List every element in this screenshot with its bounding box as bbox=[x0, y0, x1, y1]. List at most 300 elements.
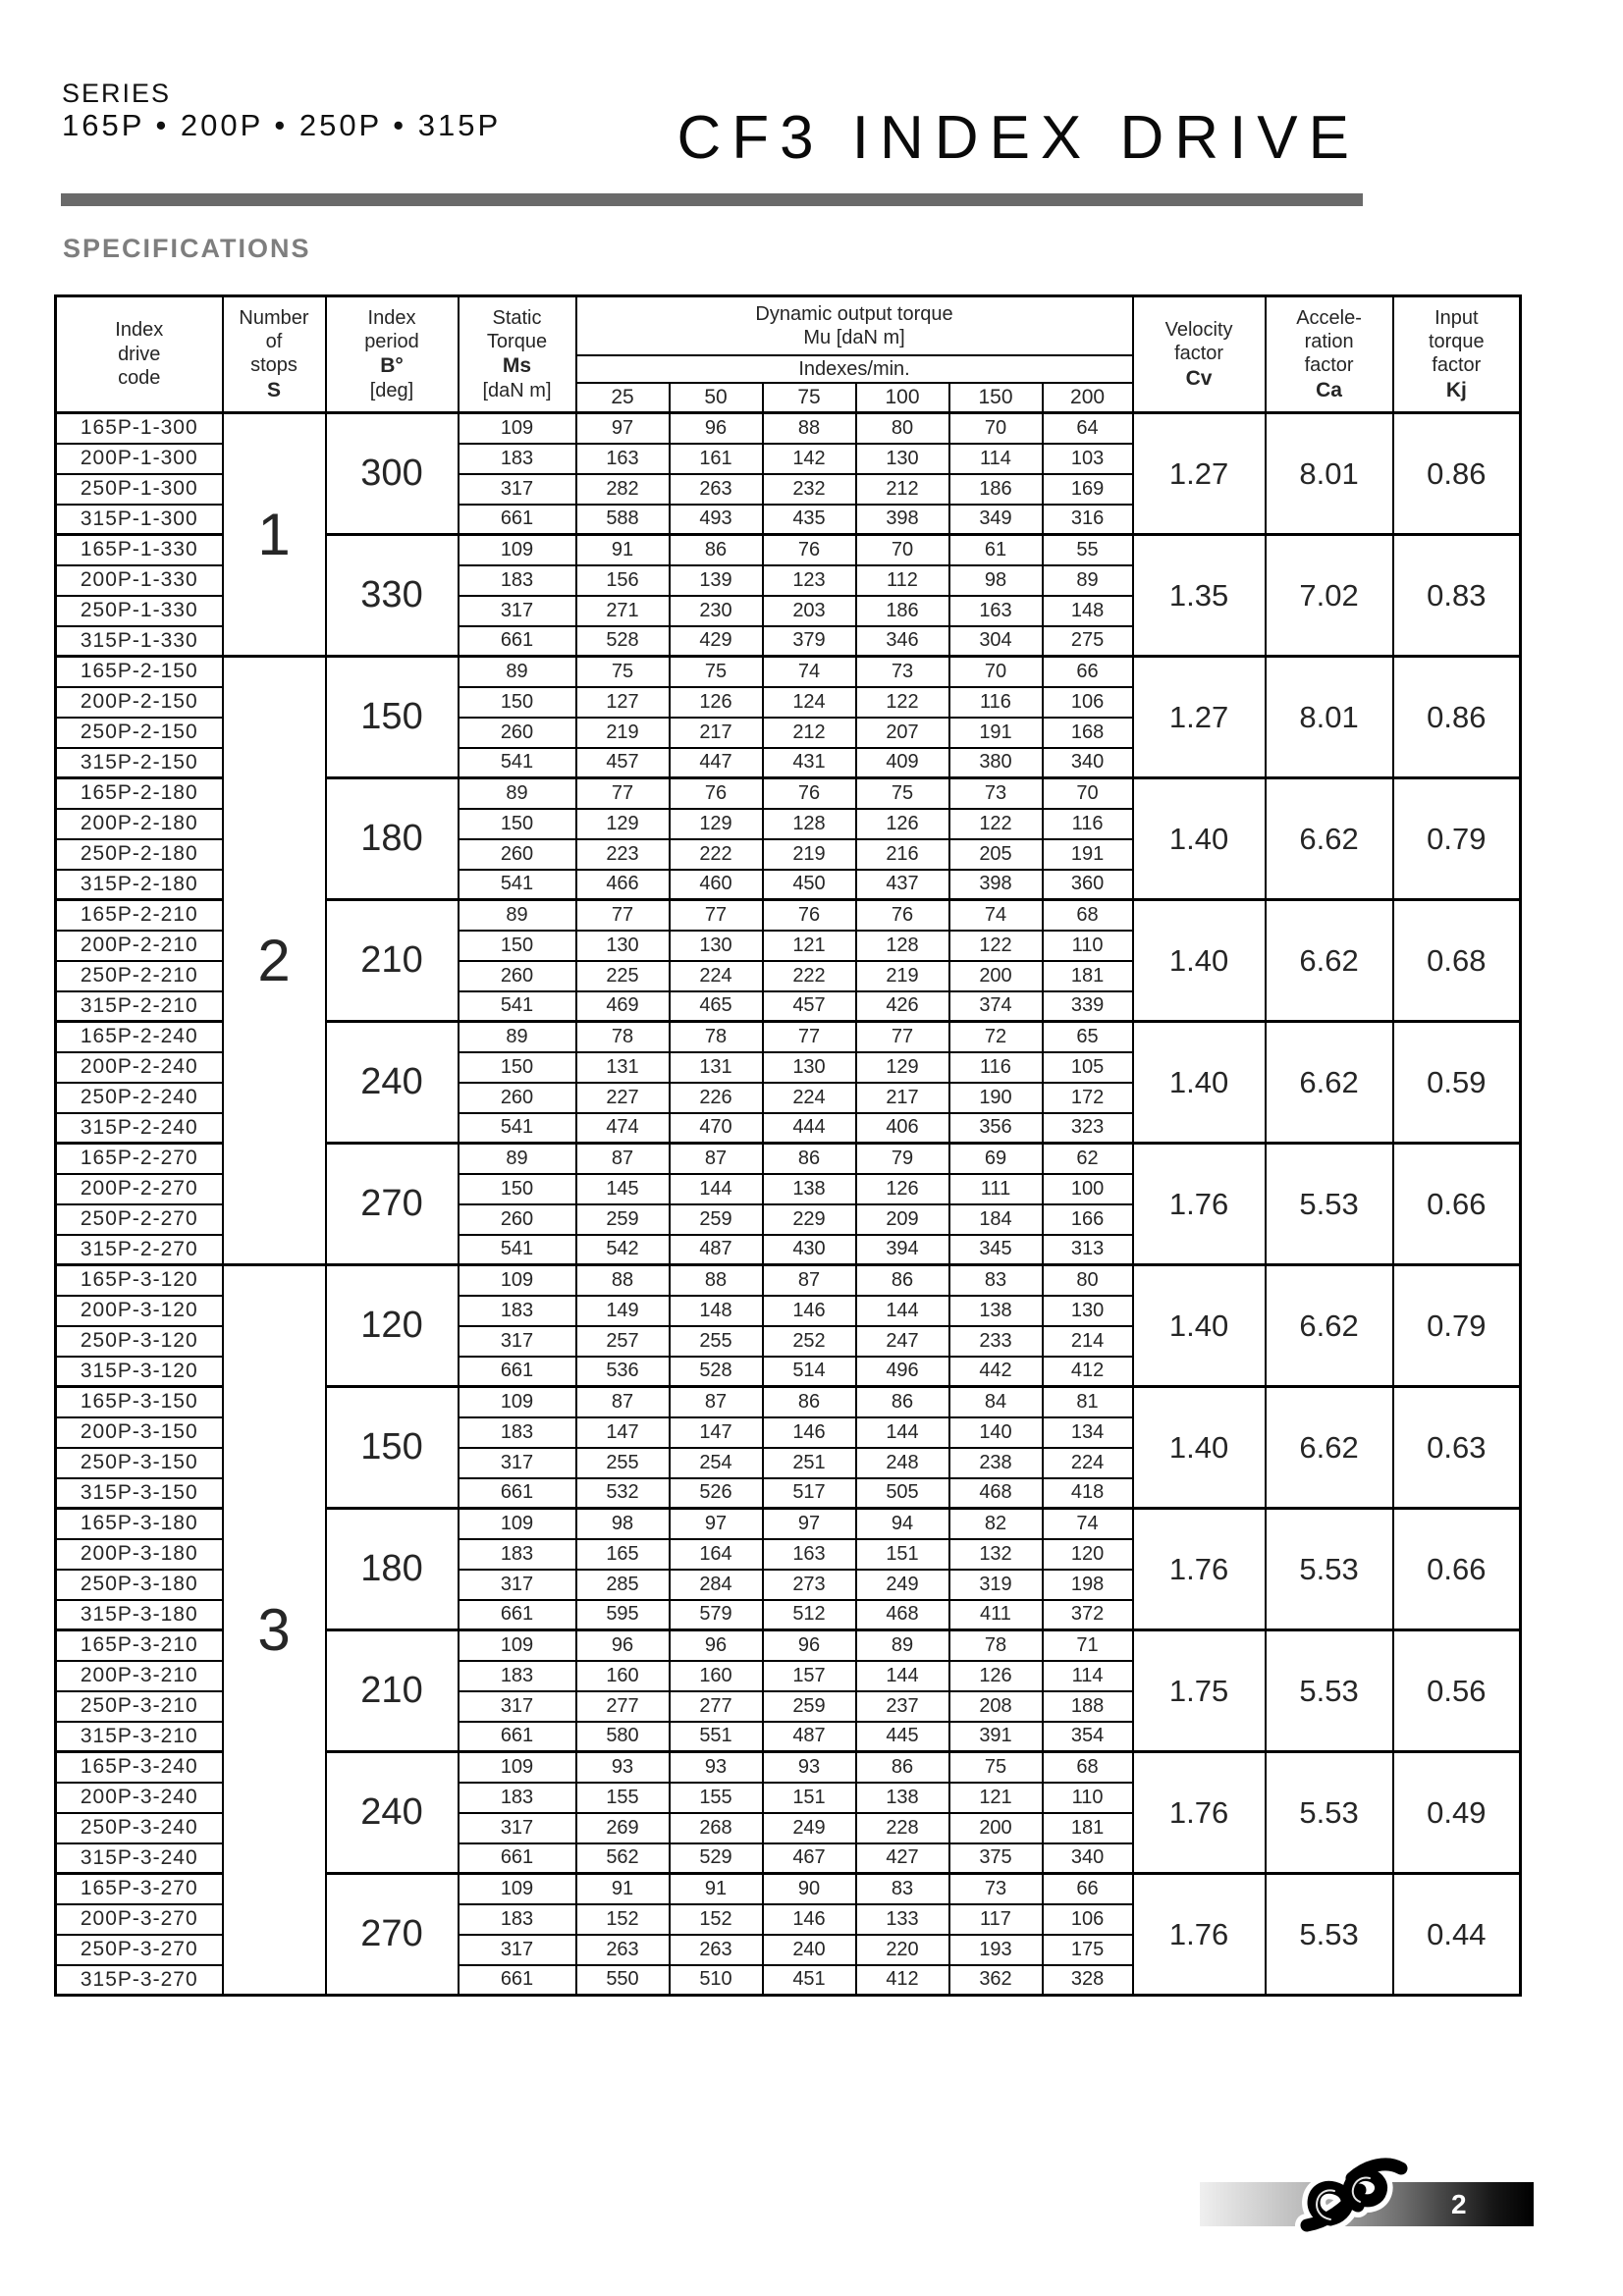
dynamic-torque-cell: 257 bbox=[576, 1326, 670, 1357]
static-torque-cell: 109 bbox=[459, 1387, 576, 1417]
dynamic-torque-cell: 252 bbox=[763, 1326, 856, 1357]
index-period-cell: 330 bbox=[326, 535, 459, 657]
dynamic-torque-cell: 360 bbox=[1043, 870, 1133, 900]
dynamic-torque-cell: 528 bbox=[670, 1357, 763, 1387]
dynamic-torque-cell: 84 bbox=[949, 1387, 1043, 1417]
dynamic-torque-cell: 77 bbox=[763, 1022, 856, 1052]
dynamic-torque-cell: 91 bbox=[576, 1874, 670, 1904]
dynamic-torque-cell: 79 bbox=[856, 1144, 949, 1174]
velocity-factor-cell: 1.27 bbox=[1133, 413, 1266, 535]
dynamic-torque-cell: 216 bbox=[856, 839, 949, 870]
header-line: Dynamic output torque bbox=[755, 302, 953, 325]
dynamic-torque-cell: 562 bbox=[576, 1843, 670, 1874]
dynamic-torque-cell: 269 bbox=[576, 1813, 670, 1843]
dynamic-torque-cell: 451 bbox=[763, 1965, 856, 1996]
index-period-cell: 240 bbox=[326, 1022, 459, 1144]
dynamic-torque-cell: 112 bbox=[856, 565, 949, 596]
dynamic-torque-cell: 122 bbox=[856, 687, 949, 718]
header-acceleration-factor bbox=[1266, 296, 1393, 413]
table-row bbox=[56, 1265, 1521, 1296]
series-models: 165P • 200P • 250P • 315P bbox=[62, 108, 502, 142]
drive-code-cell: 200P-2-210 bbox=[56, 931, 223, 961]
drive-code-cell: 165P-1-330 bbox=[56, 535, 223, 565]
header-line: Ca bbox=[1316, 378, 1342, 401]
acceleration-factor-cell: 6.62 bbox=[1266, 1022, 1393, 1144]
header-dynamic-torque bbox=[576, 296, 1133, 356]
table-row bbox=[56, 413, 1521, 444]
dynamic-torque-cell: 412 bbox=[1043, 1357, 1133, 1387]
header-index-col-50: 50 bbox=[670, 383, 763, 413]
dynamic-torque-cell: 579 bbox=[670, 1600, 763, 1630]
dynamic-torque-cell: 149 bbox=[576, 1296, 670, 1326]
index-period-cell: 300 bbox=[326, 413, 459, 535]
dynamic-torque-cell: 362 bbox=[949, 1965, 1043, 1996]
static-torque-cell: 661 bbox=[459, 626, 576, 657]
dynamic-torque-cell: 316 bbox=[1043, 505, 1133, 535]
dynamic-torque-cell: 97 bbox=[576, 413, 670, 444]
dynamic-torque-cell: 457 bbox=[763, 991, 856, 1022]
header-line: B° bbox=[380, 354, 404, 378]
static-torque-cell: 150 bbox=[459, 687, 576, 718]
dynamic-torque-cell: 214 bbox=[1043, 1326, 1133, 1357]
dynamic-torque-cell: 349 bbox=[949, 505, 1043, 535]
dynamic-torque-cell: 166 bbox=[1043, 1204, 1133, 1235]
dynamic-torque-cell: 144 bbox=[856, 1661, 949, 1691]
dynamic-torque-cell: 431 bbox=[763, 748, 856, 778]
dynamic-torque-cell: 106 bbox=[1043, 687, 1133, 718]
drive-code-cell: 250P-2-240 bbox=[56, 1083, 223, 1113]
dynamic-torque-cell: 505 bbox=[856, 1478, 949, 1509]
static-torque-cell: 661 bbox=[459, 1843, 576, 1874]
dynamic-torque-cell: 259 bbox=[763, 1691, 856, 1722]
dynamic-torque-cell: 228 bbox=[856, 1813, 949, 1843]
drive-code-cell: 250P-2-150 bbox=[56, 718, 223, 748]
drive-code-cell: 200P-2-240 bbox=[56, 1052, 223, 1083]
dynamic-torque-cell: 237 bbox=[856, 1691, 949, 1722]
dynamic-torque-cell: 374 bbox=[949, 991, 1043, 1022]
dynamic-torque-cell: 88 bbox=[576, 1265, 670, 1296]
dynamic-torque-cell: 156 bbox=[576, 565, 670, 596]
static-torque-cell: 317 bbox=[459, 1570, 576, 1600]
drive-code-cell: 250P-3-270 bbox=[56, 1935, 223, 1965]
dynamic-torque-cell: 207 bbox=[856, 718, 949, 748]
dynamic-torque-cell: 354 bbox=[1043, 1722, 1133, 1752]
acceleration-factor-cell: 6.62 bbox=[1266, 900, 1393, 1022]
static-torque-cell: 317 bbox=[459, 474, 576, 505]
spec-table-body bbox=[56, 413, 1521, 1996]
acceleration-factor-cell: 5.53 bbox=[1266, 1144, 1393, 1265]
dynamic-torque-cell: 219 bbox=[763, 839, 856, 870]
dynamic-torque-cell: 467 bbox=[763, 1843, 856, 1874]
dynamic-torque-cell: 70 bbox=[949, 413, 1043, 444]
dynamic-torque-cell: 186 bbox=[949, 474, 1043, 505]
dynamic-torque-cell: 550 bbox=[576, 1965, 670, 1996]
velocity-factor-cell: 1.40 bbox=[1133, 1022, 1266, 1144]
dynamic-torque-cell: 304 bbox=[949, 626, 1043, 657]
dynamic-torque-cell: 209 bbox=[856, 1204, 949, 1235]
dynamic-torque-cell: 323 bbox=[1043, 1113, 1133, 1144]
dynamic-torque-cell: 542 bbox=[576, 1235, 670, 1265]
dynamic-torque-cell: 248 bbox=[856, 1448, 949, 1478]
dynamic-torque-cell: 114 bbox=[1043, 1661, 1133, 1691]
dynamic-torque-cell: 98 bbox=[576, 1509, 670, 1539]
dynamic-torque-cell: 126 bbox=[856, 809, 949, 839]
dynamic-torque-cell: 128 bbox=[763, 809, 856, 839]
dynamic-torque-cell: 80 bbox=[856, 413, 949, 444]
drive-code-cell: 315P-3-180 bbox=[56, 1600, 223, 1630]
stops-count-cell: 3 bbox=[223, 1265, 326, 1996]
input-torque-factor-cell: 0.79 bbox=[1393, 778, 1521, 900]
dynamic-torque-cell: 468 bbox=[949, 1478, 1043, 1509]
header-line: Input bbox=[1434, 306, 1479, 329]
dynamic-torque-cell: 514 bbox=[763, 1357, 856, 1387]
dynamic-torque-cell: 339 bbox=[1043, 991, 1133, 1022]
drive-code-cell: 315P-2-270 bbox=[56, 1235, 223, 1265]
dynamic-torque-cell: 127 bbox=[576, 687, 670, 718]
index-period-cell: 270 bbox=[326, 1144, 459, 1265]
dynamic-torque-cell: 61 bbox=[949, 535, 1043, 565]
dynamic-torque-cell: 411 bbox=[949, 1600, 1043, 1630]
dynamic-torque-cell: 88 bbox=[763, 413, 856, 444]
dynamic-torque-cell: 224 bbox=[763, 1083, 856, 1113]
static-torque-cell: 109 bbox=[459, 413, 576, 444]
input-torque-factor-cell: 0.68 bbox=[1393, 900, 1521, 1022]
drive-code-cell: 200P-3-270 bbox=[56, 1904, 223, 1935]
drive-code-cell: 200P-3-210 bbox=[56, 1661, 223, 1691]
dynamic-torque-cell: 73 bbox=[949, 778, 1043, 809]
header-line: drive bbox=[118, 343, 161, 365]
dynamic-torque-cell: 164 bbox=[670, 1539, 763, 1570]
dynamic-torque-cell: 116 bbox=[949, 1052, 1043, 1083]
dynamic-torque-cell: 444 bbox=[763, 1113, 856, 1144]
dynamic-torque-cell: 445 bbox=[856, 1722, 949, 1752]
index-period-cell: 210 bbox=[326, 900, 459, 1022]
dynamic-torque-cell: 86 bbox=[856, 1265, 949, 1296]
header-static-torque bbox=[459, 296, 576, 413]
dynamic-torque-cell: 200 bbox=[949, 1813, 1043, 1843]
dynamic-torque-cell: 426 bbox=[856, 991, 949, 1022]
dynamic-torque-cell: 193 bbox=[949, 1935, 1043, 1965]
dynamic-torque-cell: 131 bbox=[576, 1052, 670, 1083]
index-period-cell: 270 bbox=[326, 1874, 459, 1996]
velocity-factor-cell: 1.35 bbox=[1133, 535, 1266, 657]
header-line: factor bbox=[1304, 354, 1354, 377]
dynamic-torque-cell: 442 bbox=[949, 1357, 1043, 1387]
static-torque-cell: 541 bbox=[459, 991, 576, 1022]
index-period-cell: 180 bbox=[326, 778, 459, 900]
specifications-table bbox=[54, 294, 1522, 1997]
static-torque-cell: 260 bbox=[459, 718, 576, 748]
dynamic-torque-cell: 217 bbox=[670, 718, 763, 748]
dynamic-torque-cell: 86 bbox=[763, 1387, 856, 1417]
drive-code-cell: 165P-3-240 bbox=[56, 1752, 223, 1783]
velocity-factor-cell: 1.40 bbox=[1133, 1265, 1266, 1387]
dynamic-torque-cell: 66 bbox=[1043, 1874, 1133, 1904]
static-torque-cell: 89 bbox=[459, 1022, 576, 1052]
drive-code-cell: 315P-1-300 bbox=[56, 505, 223, 535]
input-torque-factor-cell: 0.44 bbox=[1393, 1874, 1521, 1996]
dynamic-torque-cell: 528 bbox=[576, 626, 670, 657]
dynamic-torque-cell: 191 bbox=[1043, 839, 1133, 870]
static-torque-cell: 317 bbox=[459, 1448, 576, 1478]
dynamic-torque-cell: 94 bbox=[856, 1509, 949, 1539]
dynamic-torque-cell: 394 bbox=[856, 1235, 949, 1265]
static-torque-cell: 183 bbox=[459, 1904, 576, 1935]
dynamic-torque-cell: 151 bbox=[763, 1783, 856, 1813]
dynamic-torque-cell: 165 bbox=[576, 1539, 670, 1570]
dynamic-torque-cell: 435 bbox=[763, 505, 856, 535]
drive-code-cell: 315P-1-330 bbox=[56, 626, 223, 657]
input-torque-factor-cell: 0.83 bbox=[1393, 535, 1521, 657]
dynamic-torque-cell: 227 bbox=[576, 1083, 670, 1113]
dynamic-torque-cell: 74 bbox=[763, 657, 856, 687]
velocity-factor-cell: 1.40 bbox=[1133, 778, 1266, 900]
drive-code-cell: 200P-1-330 bbox=[56, 565, 223, 596]
dynamic-torque-cell: 87 bbox=[576, 1387, 670, 1417]
dynamic-torque-cell: 106 bbox=[1043, 1904, 1133, 1935]
acceleration-factor-cell: 5.53 bbox=[1266, 1630, 1393, 1752]
dynamic-torque-cell: 249 bbox=[856, 1570, 949, 1600]
header-line: stops bbox=[250, 354, 298, 377]
drive-code-cell: 165P-2-270 bbox=[56, 1144, 223, 1174]
dynamic-torque-cell: 91 bbox=[576, 535, 670, 565]
drive-code-cell: 250P-1-300 bbox=[56, 474, 223, 505]
dynamic-torque-cell: 588 bbox=[576, 505, 670, 535]
dynamic-torque-cell: 219 bbox=[576, 718, 670, 748]
dynamic-torque-cell: 144 bbox=[670, 1174, 763, 1204]
dynamic-torque-cell: 76 bbox=[856, 900, 949, 931]
dynamic-torque-cell: 138 bbox=[949, 1296, 1043, 1326]
header-velocity-factor bbox=[1133, 296, 1266, 413]
dynamic-torque-cell: 465 bbox=[670, 991, 763, 1022]
dynamic-torque-cell: 517 bbox=[763, 1478, 856, 1509]
dynamic-torque-cell: 263 bbox=[670, 1935, 763, 1965]
dynamic-torque-cell: 73 bbox=[949, 1874, 1043, 1904]
dynamic-torque-cell: 76 bbox=[763, 535, 856, 565]
dynamic-torque-cell: 98 bbox=[949, 565, 1043, 596]
dynamic-torque-cell: 68 bbox=[1043, 900, 1133, 931]
velocity-factor-cell: 1.75 bbox=[1133, 1630, 1266, 1752]
dynamic-torque-cell: 88 bbox=[670, 1265, 763, 1296]
header-line: code bbox=[118, 367, 161, 390]
dynamic-torque-cell: 130 bbox=[670, 931, 763, 961]
dynamic-torque-cell: 447 bbox=[670, 748, 763, 778]
static-torque-cell: 89 bbox=[459, 900, 576, 931]
dynamic-torque-cell: 126 bbox=[670, 687, 763, 718]
dynamic-torque-cell: 487 bbox=[763, 1722, 856, 1752]
drive-code-cell: 165P-2-210 bbox=[56, 900, 223, 931]
dynamic-torque-cell: 406 bbox=[856, 1113, 949, 1144]
dynamic-torque-cell: 222 bbox=[670, 839, 763, 870]
dynamic-torque-cell: 96 bbox=[670, 1630, 763, 1661]
index-period-cell: 120 bbox=[326, 1265, 459, 1387]
header-line: Velocity bbox=[1164, 318, 1233, 341]
dynamic-torque-cell: 212 bbox=[856, 474, 949, 505]
static-torque-cell: 260 bbox=[459, 1204, 576, 1235]
dynamic-torque-cell: 146 bbox=[763, 1417, 856, 1448]
dynamic-torque-cell: 87 bbox=[670, 1144, 763, 1174]
table-header bbox=[56, 296, 1521, 413]
dynamic-torque-cell: 87 bbox=[763, 1265, 856, 1296]
dynamic-torque-cell: 200 bbox=[949, 961, 1043, 991]
dynamic-torque-cell: 487 bbox=[670, 1235, 763, 1265]
static-torque-cell: 109 bbox=[459, 535, 576, 565]
acceleration-factor-cell: 8.01 bbox=[1266, 657, 1393, 778]
drive-code-cell: 315P-3-240 bbox=[56, 1843, 223, 1874]
header-line: Number bbox=[239, 306, 309, 329]
dynamic-torque-cell: 163 bbox=[576, 444, 670, 474]
header-index-col-100: 100 bbox=[856, 383, 949, 413]
dynamic-torque-cell: 220 bbox=[856, 1935, 949, 1965]
header-input-torque-factor bbox=[1393, 296, 1521, 413]
header-line: torque bbox=[1428, 331, 1485, 352]
header-line: Static bbox=[492, 306, 542, 329]
dynamic-torque-cell: 117 bbox=[949, 1904, 1043, 1935]
dynamic-torque-cell: 510 bbox=[670, 1965, 763, 1996]
dynamic-torque-cell: 146 bbox=[763, 1904, 856, 1935]
dynamic-torque-cell: 319 bbox=[949, 1570, 1043, 1600]
dynamic-torque-cell: 232 bbox=[763, 474, 856, 505]
dynamic-torque-cell: 532 bbox=[576, 1478, 670, 1509]
dynamic-torque-cell: 251 bbox=[763, 1448, 856, 1478]
static-torque-cell: 183 bbox=[459, 1417, 576, 1448]
drive-code-cell: 315P-3-120 bbox=[56, 1357, 223, 1387]
dynamic-torque-cell: 580 bbox=[576, 1722, 670, 1752]
header-line: Accele- bbox=[1296, 306, 1362, 329]
dynamic-torque-cell: 130 bbox=[856, 444, 949, 474]
drive-code-cell: 250P-2-180 bbox=[56, 839, 223, 870]
dynamic-torque-cell: 122 bbox=[949, 931, 1043, 961]
static-torque-cell: 150 bbox=[459, 931, 576, 961]
dynamic-torque-cell: 132 bbox=[949, 1539, 1043, 1570]
drive-code-cell: 165P-3-150 bbox=[56, 1387, 223, 1417]
dynamic-torque-cell: 146 bbox=[763, 1296, 856, 1326]
dynamic-torque-cell: 78 bbox=[670, 1022, 763, 1052]
dynamic-torque-cell: 254 bbox=[670, 1448, 763, 1478]
dynamic-torque-cell: 103 bbox=[1043, 444, 1133, 474]
header-line: Ms bbox=[502, 354, 532, 378]
static-torque-cell: 661 bbox=[459, 1357, 576, 1387]
dynamic-torque-cell: 328 bbox=[1043, 1965, 1133, 1996]
dynamic-torque-cell: 277 bbox=[576, 1691, 670, 1722]
dynamic-torque-cell: 188 bbox=[1043, 1691, 1133, 1722]
header-line: Mu [daN m] bbox=[803, 327, 905, 348]
stops-count-cell: 2 bbox=[223, 657, 326, 1265]
dynamic-torque-cell: 72 bbox=[949, 1022, 1043, 1052]
drive-code-cell: 250P-3-210 bbox=[56, 1691, 223, 1722]
static-torque-cell: 183 bbox=[459, 565, 576, 596]
header-line: of bbox=[265, 331, 283, 352]
dynamic-torque-cell: 142 bbox=[763, 444, 856, 474]
dynamic-torque-cell: 86 bbox=[763, 1144, 856, 1174]
dynamic-torque-cell: 208 bbox=[949, 1691, 1043, 1722]
dynamic-torque-cell: 83 bbox=[949, 1265, 1043, 1296]
drive-code-cell: 315P-3-210 bbox=[56, 1722, 223, 1752]
header-line: factor bbox=[1432, 354, 1482, 377]
dynamic-torque-cell: 110 bbox=[1043, 1783, 1133, 1813]
static-torque-cell: 541 bbox=[459, 1235, 576, 1265]
dynamic-torque-cell: 91 bbox=[670, 1874, 763, 1904]
input-torque-factor-cell: 0.66 bbox=[1393, 1144, 1521, 1265]
dynamic-torque-cell: 62 bbox=[1043, 1144, 1133, 1174]
dynamic-torque-cell: 529 bbox=[670, 1843, 763, 1874]
input-torque-factor-cell: 0.79 bbox=[1393, 1265, 1521, 1387]
dynamic-torque-cell: 76 bbox=[763, 900, 856, 931]
dynamic-torque-cell: 275 bbox=[1043, 626, 1133, 657]
index-period-cell: 150 bbox=[326, 657, 459, 778]
dynamic-torque-cell: 240 bbox=[763, 1935, 856, 1965]
dynamic-torque-cell: 140 bbox=[949, 1417, 1043, 1448]
dynamic-torque-cell: 418 bbox=[1043, 1478, 1133, 1509]
dynamic-torque-cell: 217 bbox=[856, 1083, 949, 1113]
drive-code-cell: 250P-2-270 bbox=[56, 1204, 223, 1235]
dynamic-torque-cell: 430 bbox=[763, 1235, 856, 1265]
velocity-factor-cell: 1.76 bbox=[1133, 1874, 1266, 1996]
dynamic-torque-cell: 380 bbox=[949, 748, 1043, 778]
static-torque-cell: 317 bbox=[459, 1326, 576, 1357]
dynamic-torque-cell: 460 bbox=[670, 870, 763, 900]
drive-code-cell: 165P-2-240 bbox=[56, 1022, 223, 1052]
dynamic-torque-cell: 469 bbox=[576, 991, 670, 1022]
dynamic-torque-cell: 313 bbox=[1043, 1235, 1133, 1265]
dynamic-torque-cell: 145 bbox=[576, 1174, 670, 1204]
dynamic-torque-cell: 340 bbox=[1043, 1843, 1133, 1874]
drive-code-cell: 165P-3-210 bbox=[56, 1630, 223, 1661]
acceleration-factor-cell: 5.53 bbox=[1266, 1509, 1393, 1630]
dynamic-torque-cell: 130 bbox=[1043, 1296, 1133, 1326]
dynamic-torque-cell: 116 bbox=[949, 687, 1043, 718]
static-torque-cell: 317 bbox=[459, 596, 576, 626]
dynamic-torque-cell: 229 bbox=[763, 1204, 856, 1235]
brand-logo-icon bbox=[1291, 2145, 1419, 2243]
dynamic-torque-cell: 277 bbox=[670, 1691, 763, 1722]
dynamic-torque-cell: 247 bbox=[856, 1326, 949, 1357]
header-index-col-150: 150 bbox=[949, 383, 1043, 413]
input-torque-factor-cell: 0.66 bbox=[1393, 1509, 1521, 1630]
dynamic-torque-cell: 97 bbox=[670, 1509, 763, 1539]
dynamic-torque-cell: 110 bbox=[1043, 931, 1133, 961]
dynamic-torque-cell: 75 bbox=[949, 1752, 1043, 1783]
header-line: [daN m] bbox=[482, 380, 552, 401]
page-number: 2 bbox=[1451, 2189, 1467, 2219]
static-torque-cell: 183 bbox=[459, 1783, 576, 1813]
static-torque-cell: 541 bbox=[459, 870, 576, 900]
dynamic-torque-cell: 271 bbox=[576, 596, 670, 626]
dynamic-torque-cell: 379 bbox=[763, 626, 856, 657]
dynamic-torque-cell: 203 bbox=[763, 596, 856, 626]
velocity-factor-cell: 1.40 bbox=[1133, 900, 1266, 1022]
dynamic-torque-cell: 160 bbox=[670, 1661, 763, 1691]
dynamic-torque-cell: 512 bbox=[763, 1600, 856, 1630]
dynamic-torque-cell: 128 bbox=[856, 931, 949, 961]
static-torque-cell: 661 bbox=[459, 1478, 576, 1509]
drive-code-cell: 200P-3-240 bbox=[56, 1783, 223, 1813]
acceleration-factor-cell: 7.02 bbox=[1266, 535, 1393, 657]
acceleration-factor-cell: 5.53 bbox=[1266, 1874, 1393, 1996]
dynamic-torque-cell: 71 bbox=[1043, 1630, 1133, 1661]
series-label: SERIES bbox=[62, 79, 172, 108]
header-index-period bbox=[326, 296, 459, 413]
static-torque-cell: 183 bbox=[459, 444, 576, 474]
dynamic-torque-cell: 398 bbox=[856, 505, 949, 535]
dynamic-torque-cell: 273 bbox=[763, 1570, 856, 1600]
drive-code-cell: 200P-1-300 bbox=[56, 444, 223, 474]
velocity-factor-cell: 1.40 bbox=[1133, 1387, 1266, 1509]
dynamic-torque-cell: 87 bbox=[670, 1387, 763, 1417]
dynamic-torque-cell: 65 bbox=[1043, 1022, 1133, 1052]
dynamic-torque-cell: 284 bbox=[670, 1570, 763, 1600]
static-torque-cell: 109 bbox=[459, 1874, 576, 1904]
